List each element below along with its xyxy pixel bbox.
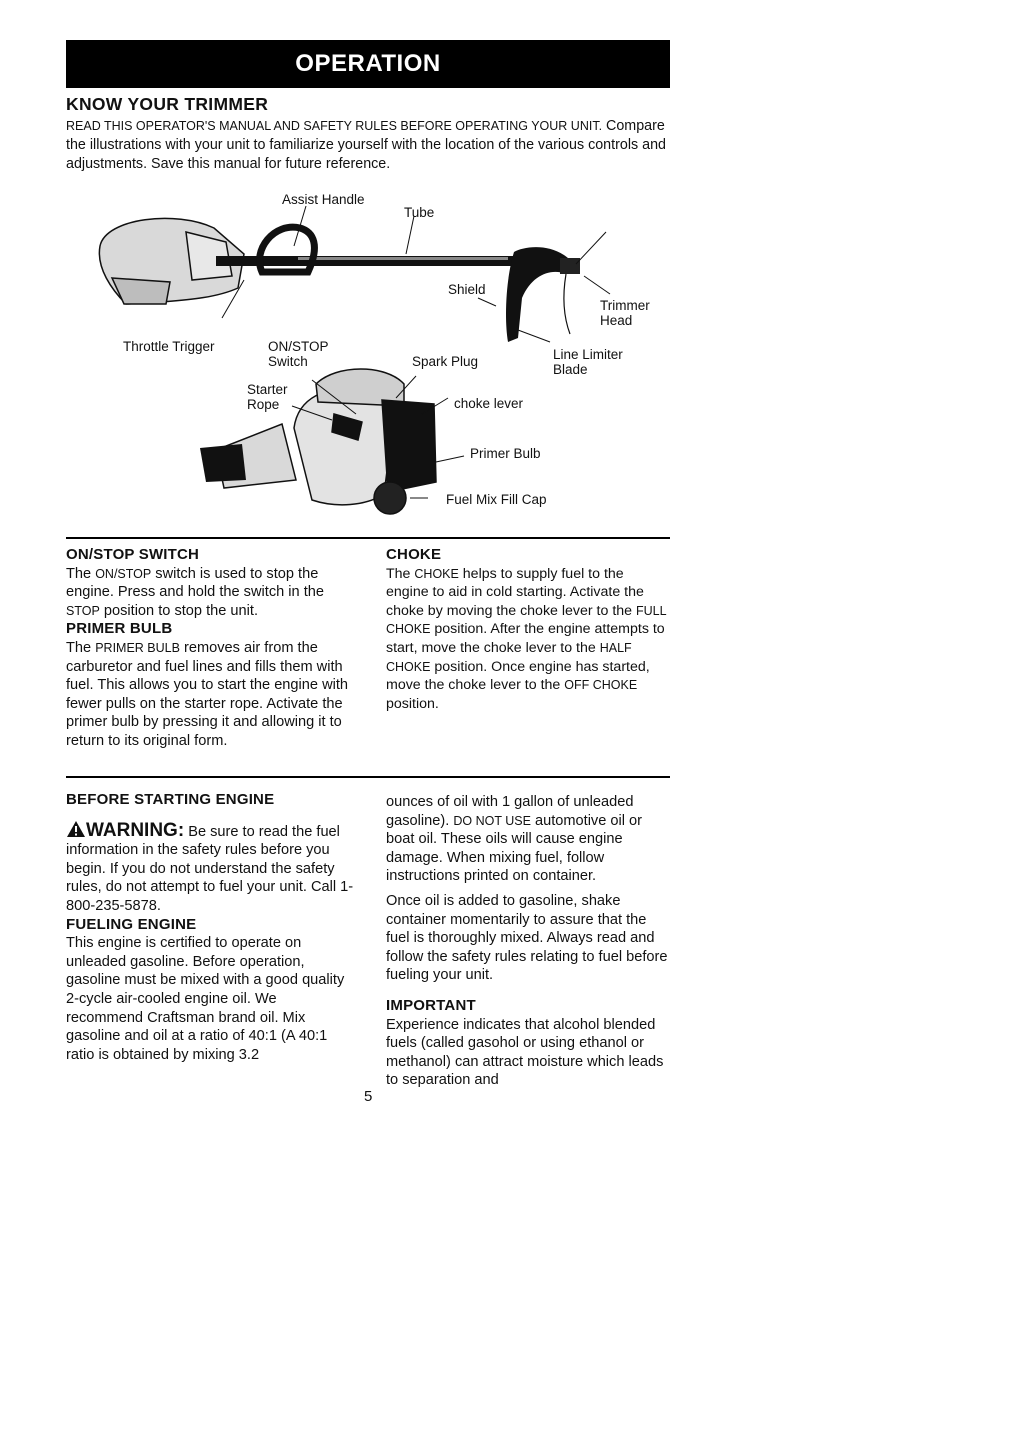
before-starting-heading: BEFORE STARTING ENGINE — [66, 791, 275, 808]
label-shield: Shield — [448, 282, 486, 297]
on-stop-heading: ON/STOP SWITCH — [66, 546, 200, 563]
handle-grip-illustration — [200, 444, 246, 482]
label-on-stop-switch: ON/STOP Switch — [268, 339, 329, 369]
label-choke-lever: choke lever — [454, 396, 524, 411]
page-number: 5 — [364, 1088, 373, 1105]
choke-paragraph: The CHOKE helps to supply fuel to the engine to aid in cold starting. Activate the choke by moving the choke lever to the FULL CHOKE position. After the engine attempts to start, move the choke lever to the HALF CHOKE position. Once engine has started, move the choke lever to the OFF CHOKE position. — [386, 565, 667, 712]
primer-paragraph: The PRIMER BULB removes air from the carburetor and fuel lines and fills them with fuel. This allows you to start the engine with fewer pulls on the starter rope. Activate the primer bulb by pressing it and allowing it to return to its original form. — [66, 639, 349, 749]
label-throttle-trigger: Throttle Trigger — [123, 339, 215, 354]
on-stop-paragraph: The ON/STOP switch is used to stop the engine. Press and hold the switch in the STOP position to stop the unit. — [66, 565, 324, 619]
on-stop-primer-column — [66, 546, 356, 751]
label-primer-bulb: Primer Bulb — [470, 446, 541, 461]
intro-paragraph — [66, 117, 670, 174]
label-assist-handle: Assist Handle — [282, 192, 365, 207]
warning-text: Be sure to read the fuel information in the safety rules before you begin. If you do not understand the safety rules, do not attempt to fuel your unit. Call 1-800-235-5878. — [66, 823, 354, 914]
warning-triangle-icon — [66, 820, 86, 838]
section-banner: OPERATION — [66, 40, 670, 88]
divider-rule-2 — [66, 776, 670, 778]
fueling-heading: FUELING ENGINE — [66, 915, 197, 933]
label-tube: Tube — [404, 205, 435, 220]
divider-rule-1 — [66, 537, 670, 539]
important-heading: IMPORTANT — [386, 996, 476, 1014]
intro-caps: READ THIS OPERATOR'S MANUAL AND SAFETY RULES BEFORE OPERATING YOUR UNIT. — [66, 119, 603, 133]
before-fueling-column — [66, 791, 356, 1064]
primer-heading: PRIMER BULB — [66, 620, 173, 638]
choke-heading: CHOKE — [386, 546, 442, 563]
label-line-limiter-blade: Line Limiter Blade — [553, 347, 623, 377]
important-paragraph: Experience indicates that alcohol blended fuels (called gasohol or using ethanol or methanol) can attract moisture which leads to separation and — [386, 1016, 664, 1089]
choke-column — [386, 546, 670, 713]
label-trimmer-head: Trimmer Head — [600, 298, 650, 328]
warning-label: WARNING: — [86, 819, 185, 841]
label-starter-rope: Starter Rope — [247, 382, 288, 412]
label-fuel-mix-fill-cap: Fuel Mix Fill Cap — [446, 492, 547, 507]
trimmer-diagram — [66, 188, 670, 528]
warning-paragraph — [66, 820, 356, 916]
mixing-paragraph: Once oil is added to gasoline, shake container momentarily to assure that the fuel is thoroughly mixed. Always read and follow the safety rules relating to fuel before fueling your unit. — [386, 892, 668, 984]
fueling-paragraph: This engine is certified to operate on unleaded gasoline. Before operation, gasoline must be mixed with a good quality 2-cycle air-cooled engine oil. We recommend Craftsman brand oil. Mix gasoline and oil at a ratio of 40:1 (A 40:1 ratio is obtained by mixing 3.2 — [66, 935, 345, 1063]
intro-rest: Compare the illustrations with your unit to familiarize yourself with the location of the various controls and adjustments. Save this manual for future reference. — [66, 118, 666, 172]
label-spark-plug: Spark Plug — [412, 354, 479, 369]
section-title: KNOW YOUR TRIMMER — [66, 94, 269, 114]
fueling-continued-column — [386, 793, 670, 1090]
fueling-continued-paragraph: ounces of oil with 1 gallon of unleaded gasoline). DO NOT USE automotive oil or boat oil. These oils will cause engine damage. When mixing fuel, follow instructions printed on container. — [386, 794, 643, 885]
